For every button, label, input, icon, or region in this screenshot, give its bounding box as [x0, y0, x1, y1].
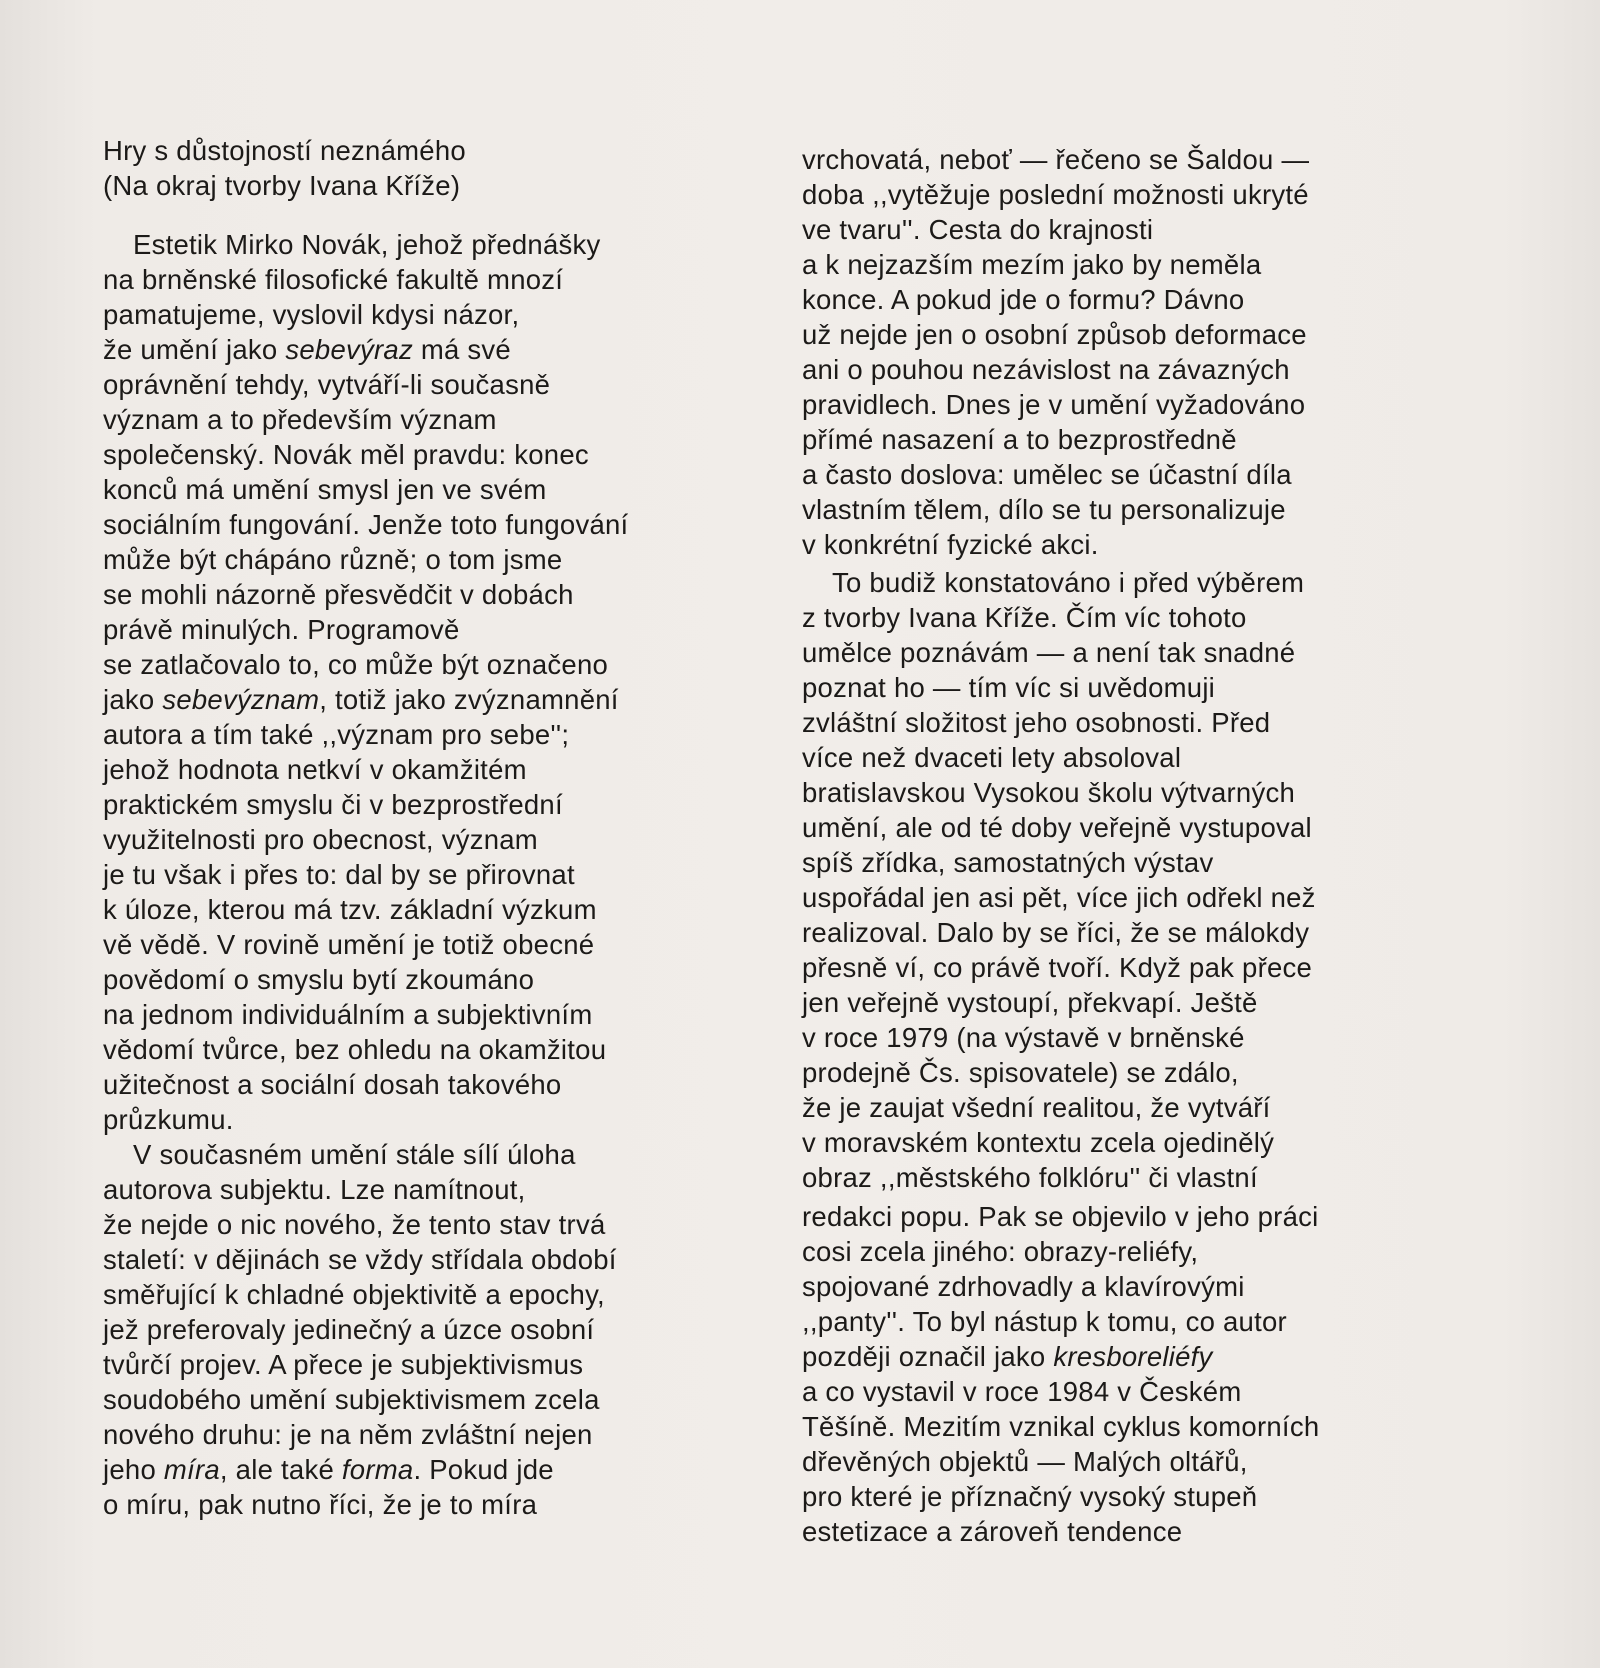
text-line: jeho míra, ale také forma. Pokud jde — [103, 1454, 554, 1485]
text-line: prodejně Čs. spisovatele) se zdálo, — [802, 1057, 1239, 1088]
text-line: doba ,,vytěžuje poslední možnosti ukryté — [802, 179, 1309, 210]
text-line: uspořádal jen asi pět, více jich odřekl než — [802, 882, 1316, 913]
italic-term: forma — [341, 1454, 414, 1485]
text-line: v roce 1979 (na výstavě v brněnské — [802, 1022, 1245, 1053]
text-line: vlastním tělem, dílo se tu personalizuje — [802, 494, 1286, 525]
text-line: že umění jako sebevýraz má své — [103, 334, 511, 365]
paragraph-2-continued — [802, 142, 1502, 562]
italic-term: kresboreliéfy — [1053, 1341, 1213, 1372]
paragraph-2 — [103, 1137, 793, 1522]
text-line: ani o pouhou nezávislost na závazných — [802, 354, 1290, 385]
text-line: autorova subjektu. Lze namítnout, — [103, 1174, 526, 1205]
article-subtitle: (Na okraj tvorby Ivana Kříže) — [103, 170, 461, 201]
text-line: využitelnosti pro obecnost, význam — [103, 824, 538, 855]
text-line: realizoval. Dalo by se říci, že se málokdy — [802, 917, 1310, 948]
text-line: povědomí o smyslu bytí zkoumáno — [103, 964, 535, 995]
text-line: k úloze, kterou má tzv. základní výzkum — [103, 894, 597, 925]
text-line: právě minulých. Programově — [103, 614, 460, 645]
text-line: že je zaujat všední realitou, že vytváří — [802, 1092, 1271, 1123]
text-line: na jednom individuálním a subjektivním — [103, 999, 593, 1030]
text-line: užitečnost a sociální dosah takového — [103, 1069, 562, 1100]
text-line: obraz ,,městského folklóru'' či vlastní — [802, 1162, 1258, 1193]
right-column — [802, 142, 1502, 1549]
text-line: se zatlačovalo to, co může být označeno — [103, 649, 609, 680]
article-heading — [103, 133, 793, 203]
text-line: dřevěných objektů — Malých oltářů, — [802, 1446, 1248, 1477]
text-line: vrchovatá, neboť — řečeno se Šaldou — — [802, 144, 1310, 175]
text-line: na brněnské filosofické fakultě mnozí — [103, 264, 564, 295]
text-line: přesně ví, co právě tvoří. Když pak přece — [802, 952, 1313, 983]
text-line: tvůrčí projev. A přece je subjektivismus — [103, 1349, 584, 1380]
italic-term: sebevýraz — [285, 334, 413, 365]
text-line: o míru, pak nutno říci, že je to míra — [103, 1489, 538, 1520]
text-line: spíš zřídka, samostatných výstav — [802, 847, 1214, 878]
text-line: spojované zdrhovadly a klavírovými — [802, 1271, 1245, 1302]
text-line: více než dvaceti lety absoloval — [802, 742, 1182, 773]
text-line: jako sebevýznam, totiž jako zvýznamnění — [103, 684, 619, 715]
text-line: oprávnění tehdy, vytváří-li současně — [103, 369, 551, 400]
text-line: pro které je příznačný vysoký stupeň — [802, 1481, 1258, 1512]
text-line: Estetik Mirko Novák, jehož přednášky — [133, 229, 601, 260]
text-line: jež preferovaly jedinečný a úzce osobní — [103, 1314, 595, 1345]
text-line: přímé nasazení a to bezprostředně — [802, 424, 1237, 455]
text-line: pamatujeme, vyslovil kdysi názor, — [103, 299, 520, 330]
text-line: směřující k chladné objektivitě a epochy, — [103, 1279, 605, 1310]
text-line: cosi zcela jiného: obrazy-reliéfy, — [802, 1236, 1199, 1267]
text-line: vědomí tvůrce, bez ohledu na okamžitou — [103, 1034, 607, 1065]
text-line: bratislavskou Vysokou školu výtvarných — [802, 777, 1295, 808]
text-line: později označil jako kresboreliéfy — [802, 1341, 1213, 1372]
text-line: konců má umění smysl jen ve svém — [103, 474, 547, 505]
text-line: sociálním fungování. Jenže toto fungování — [103, 509, 629, 540]
text-line: a co vystavil v roce 1984 v Českém — [802, 1376, 1242, 1407]
text-line: soudobého umění subjektivismem zcela — [103, 1384, 600, 1415]
text-line: ve tvaru''. Cesta do krajnosti — [802, 214, 1154, 245]
text-line: redakci popu. Pak se objevilo v jeho práci — [802, 1201, 1319, 1232]
text-line: jehož hodnota netkví v okamžitém — [103, 754, 527, 785]
text-line: v moravském kontextu zcela ojedinělý — [802, 1127, 1275, 1158]
text-line: a často doslova: umělec se účastní díla — [802, 459, 1292, 490]
text-line: že nejde o nic nového, že tento stav trvá — [103, 1209, 606, 1240]
text-line: umění, ale od té doby veřejně vystupoval — [802, 812, 1312, 843]
text-line: V současném umění stále sílí úloha — [133, 1139, 576, 1170]
text-line: praktickém smyslu či v bezprostřední — [103, 789, 563, 820]
text-line: už nejde jen o osobní způsob deformace — [802, 319, 1307, 350]
text-line: zvláštní složitost jeho osobnosti. Před — [802, 707, 1271, 738]
paragraph-3 — [802, 565, 1502, 1549]
article-title: Hry s důstojností neznámého — [103, 135, 466, 166]
paragraph-1 — [103, 227, 793, 1137]
text-line: autora a tím také ,,význam pro sebe''; — [103, 719, 570, 750]
text-line: nového druhu: je na něm zvláštní nejen — [103, 1419, 593, 1450]
text-line: umělce poznávám — a není tak snadné — [802, 637, 1296, 668]
text-line: pravidlech. Dnes je v umění vyžadováno — [802, 389, 1306, 420]
italic-term: sebevýznam — [162, 684, 320, 715]
text-line: jen veřejně vystoupí, překvapí. Ještě — [802, 987, 1258, 1018]
text-line: může být chápáno různě; o tom jsme — [103, 544, 563, 575]
text-line: vě vědě. V rovině umění je totiž obecné — [103, 929, 595, 960]
text-line: konce. A pokud jde o formu? Dávno — [802, 284, 1245, 315]
left-column — [103, 133, 793, 1522]
text-line: význam a to především význam — [103, 404, 497, 435]
text-line: staletí: v dějinách se vždy střídala období — [103, 1244, 617, 1275]
text-line: v konkrétní fyzické akci. — [802, 529, 1099, 560]
text-line: To budiž konstatováno i před výběrem — [832, 567, 1305, 598]
text-line: poznat ho — tím víc si uvědomuji — [802, 672, 1216, 703]
text-line: se mohli názorně přesvědčit v dobách — [103, 579, 574, 610]
text-line: estetizace a zároveň tendence — [802, 1516, 1183, 1547]
text-line: a k nejzazším mezím jako by neměla — [802, 249, 1262, 280]
text-line: společenský. Novák měl pravdu: konec — [103, 439, 589, 470]
italic-term: míra — [163, 1454, 220, 1485]
text-line: průzkumu. — [103, 1104, 234, 1135]
text-line: ,,panty''. To byl nástup k tomu, co autor — [802, 1306, 1287, 1337]
text-line: Těšíně. Mezitím vznikal cyklus komorních — [802, 1411, 1320, 1442]
text-line: z tvorby Ivana Kříže. Čím víc tohoto — [802, 602, 1247, 633]
text-line: je tu však i přes to: dal by se přirovnat — [103, 859, 575, 890]
